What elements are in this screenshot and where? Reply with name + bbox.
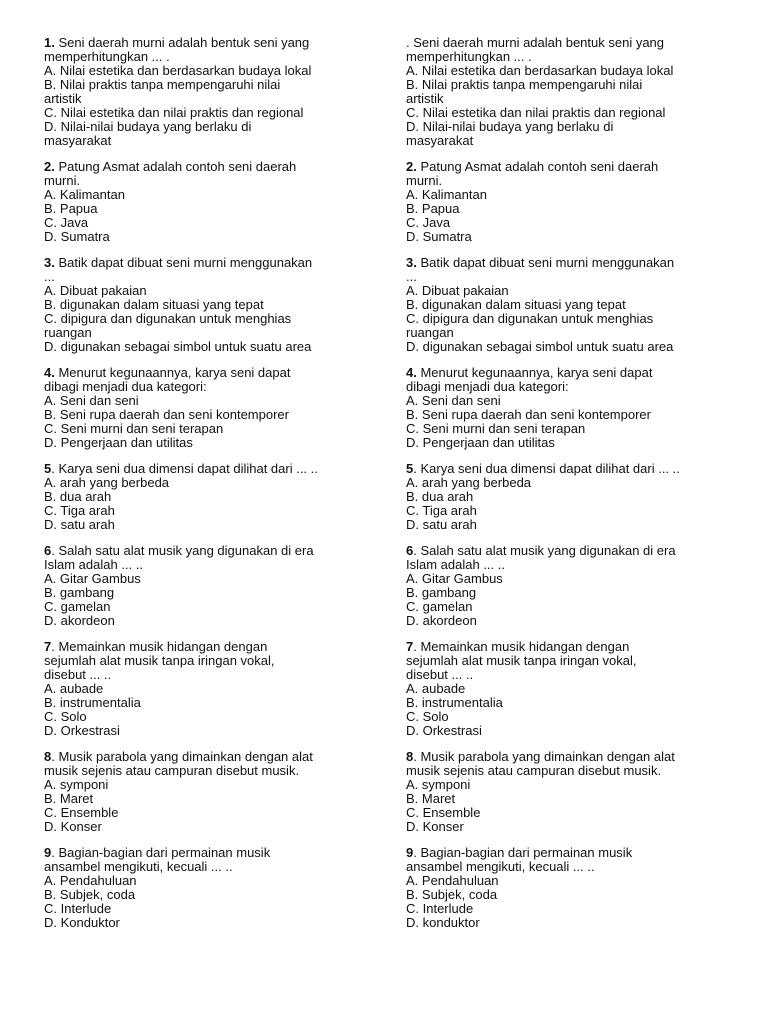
question-block [44,160,374,244]
answer-option: A. Dibuat pakaian [44,283,147,298]
answer-option: D. digunakan sebagai simbol untuk suatu area [406,339,674,354]
question-stem [44,462,374,476]
question-text: Batik dapat dibuat seni murni menggunakan ... [406,255,675,284]
answer-option: C. Nilai estetika dan nilai praktis dan regional [44,105,304,120]
answer-option: A. Gitar Gambus [406,571,503,586]
question-block [406,750,736,834]
question-number: 8 [406,749,414,764]
question-stem [44,36,374,64]
answer-option: D. Pengerjaan dan utilitas [406,435,555,450]
question-text: . Seni daerah murni adalah bentuk seni yang memperhitungkan ... . [406,35,665,64]
question-stem [44,256,374,284]
question-stem [406,366,736,394]
answer-option: B. Seni rupa daerah dan seni kontemporer [44,407,289,422]
question-number: 7 [44,639,52,654]
question-number: 1 [44,35,52,50]
question-block [406,462,736,532]
answer-option: A. aubade [406,681,466,696]
question-number-dot: . [51,159,55,174]
question-stem [44,750,374,778]
question-stem [44,160,374,188]
question-stem [406,36,736,64]
question-block [406,544,736,628]
answer-option: D. Nilai-nilai budaya yang berlaku di masyarakat [44,119,252,148]
answer-option: C. Interlude [44,901,112,916]
question-text: . Salah satu alat musik yang digunakan di era Islam adalah ... .. [44,543,314,572]
answer-option: C. Seni murni dan seni terapan [406,421,586,436]
answer-option: C. gamelan [44,599,111,614]
answer-option: D. Konduktor [44,915,120,930]
question-stem [406,462,736,476]
answer-option: A. Nilai estetika dan berdasarkan budaya lokal [44,63,312,78]
question-text: Patung Asmat adalah contoh seni daerah murni. [406,159,659,188]
answer-option: C. dipigura dan digunakan untuk menghias ruangan [44,311,292,340]
answer-option: A. Pendahuluan [44,873,137,888]
answer-option: B. Seni rupa daerah dan seni kontemporer [406,407,651,422]
answer-option: C. Java [406,215,451,230]
question-stem [44,640,374,682]
question-number: 2 [406,159,414,174]
answer-option: D. akordeon [44,613,115,628]
question-text: Menurut kegunaannya, karya seni dapat dibagi menjadi dua kategori: [406,365,653,394]
right-column [406,36,736,942]
answer-option: B. digunakan dalam situasi yang tepat [44,297,264,312]
question-number: 9 [44,845,52,860]
answer-option: B. dua arah [406,489,474,504]
answer-option: A. Seni dan seni [406,393,501,408]
answer-option: D. akordeon [406,613,477,628]
answer-option: D. digunakan sebagai simbol untuk suatu area [44,339,312,354]
answer-option: A. aubade [44,681,104,696]
question-stem [406,846,736,874]
question-text: . Musik parabola yang dimainkan dengan alat musik sejenis atau campuran disebut musik. [406,749,675,778]
question-block [44,846,374,930]
answer-option: A. symponi [406,777,471,792]
answer-option: B. instrumentalia [44,695,141,710]
question-text: . Bagian-bagian dari permainan musik ansambel mengikuti, kecuali ... .. [44,845,271,874]
answer-option: C. Nilai estetika dan nilai praktis dan regional [406,105,666,120]
answer-option: C. Ensemble [406,805,481,820]
question-block [44,256,374,354]
answer-option: A. Kalimantan [406,187,487,202]
question-block [406,36,736,148]
question-number: 4 [44,365,52,380]
answer-option: B. gambang [406,585,477,600]
answer-option: B. dua arah [44,489,112,504]
answer-option: C. Java [44,215,89,230]
question-text: . Salah satu alat musik yang digunakan di era Islam adalah ... .. [406,543,676,572]
question-stem [406,160,736,188]
answer-option: B. Maret [44,791,94,806]
answer-option: B. digunakan dalam situasi yang tepat [406,297,626,312]
question-stem [406,544,736,572]
answer-option: B. Papua [406,201,460,216]
question-number: 3 [44,255,52,270]
answer-option: D. Orkestrasi [406,723,482,738]
question-block [44,366,374,450]
question-block [406,640,736,738]
answer-option: D. Nilai-nilai budaya yang berlaku di masyarakat [406,119,614,148]
question-stem [44,846,374,874]
question-number-dot: . [51,365,55,380]
answer-option: D. Sumatra [44,229,110,244]
answer-option: D. Konser [44,819,102,834]
answer-option: C. Interlude [406,901,474,916]
answer-option: A. symponi [44,777,109,792]
answer-option: B. Nilai praktis tanpa mempengaruhi nilai artistik [406,77,643,106]
question-text: Menurut kegunaannya, karya seni dapat dibagi menjadi dua kategori: [44,365,291,394]
question-text: Batik dapat dibuat seni murni menggunakan ... [44,255,313,284]
question-number: 2 [44,159,52,174]
answer-option: B. Subjek, coda [44,887,136,902]
left-column [44,36,374,942]
question-number: 8 [44,749,52,764]
answer-option: C. Tiga arah [44,503,115,518]
answer-option: D. Sumatra [406,229,472,244]
question-stem [44,544,374,572]
question-block [44,462,374,532]
answer-option: C. Solo [406,709,449,724]
question-number: 4 [406,365,414,380]
question-text: Seni daerah murni adalah bentuk seni yang memperhitungkan ... . [44,35,310,64]
answer-option: D. Pengerjaan dan utilitas [44,435,193,450]
question-number-dot: . [51,255,55,270]
answer-option: A. Gitar Gambus [44,571,141,586]
question-block [406,256,736,354]
question-number: 9 [406,845,414,860]
answer-option: A. arah yang berbeda [44,475,170,490]
answer-option: A. Nilai estetika dan berdasarkan budaya lokal [406,63,674,78]
answer-option: A. Dibuat pakaian [406,283,509,298]
answer-option: C. Tiga arah [406,503,477,518]
question-number: 6 [406,543,414,558]
question-block [44,640,374,738]
answer-option: D. Orkestrasi [44,723,120,738]
answer-option: B. instrumentalia [406,695,503,710]
question-number: 7 [406,639,414,654]
question-block [406,846,736,930]
question-block [406,366,736,450]
question-number-dot: . [413,255,417,270]
answer-option: C. gamelan [406,599,473,614]
question-stem [44,366,374,394]
question-number-dot: . [51,35,55,50]
question-number-dot: . [413,365,417,380]
answer-option: C. Ensemble [44,805,119,820]
question-number: 5 [44,461,52,476]
answer-option: A. Pendahuluan [406,873,499,888]
question-block [44,544,374,628]
question-stem [406,750,736,778]
question-text: . Memainkan musik hidangan dengan sejumlah alat musik tanpa iringan vokal, disebut ... .. [406,639,637,682]
question-block [406,160,736,244]
question-block [44,750,374,834]
answer-option: D. satu arah [406,517,477,532]
answer-option: B. Maret [406,791,456,806]
question-number: 5 [406,461,414,476]
answer-option: B. Subjek, coda [406,887,498,902]
answer-option: B. gambang [44,585,115,600]
question-text: . Bagian-bagian dari permainan musik ansambel mengikuti, kecuali ... .. [406,845,633,874]
question-text: . Musik parabola yang dimainkan dengan alat musik sejenis atau campuran disebut musik. [44,749,313,778]
answer-option: A. Kalimantan [44,187,125,202]
question-text: . Karya seni dua dimensi dapat dilihat dari ... .. [51,461,318,476]
answer-option: B. Nilai praktis tanpa mempengaruhi nilai artistik [44,77,281,106]
question-text: Patung Asmat adalah contoh seni daerah murni. [44,159,297,188]
question-number: 3 [406,255,414,270]
question-stem [406,640,736,682]
question-text: . Karya seni dua dimensi dapat dilihat dari ... .. [413,461,680,476]
question-block [44,36,374,148]
answer-option: D. Konser [406,819,464,834]
answer-option: B. Papua [44,201,98,216]
answer-option: D. satu arah [44,517,115,532]
answer-option: C. Seni murni dan seni terapan [44,421,224,436]
question-number-dot: . [413,159,417,174]
answer-option: D. konduktor [406,915,480,930]
answer-option: C. dipigura dan digunakan untuk menghias ruangan [406,311,654,340]
answer-option: C. Solo [44,709,87,724]
question-number: 6 [44,543,52,558]
answer-option: A. arah yang berbeda [406,475,532,490]
question-text: . Memainkan musik hidangan dengan sejumlah alat musik tanpa iringan vokal, disebut ... .. [44,639,275,682]
question-stem [406,256,736,284]
answer-option: A. Seni dan seni [44,393,139,408]
